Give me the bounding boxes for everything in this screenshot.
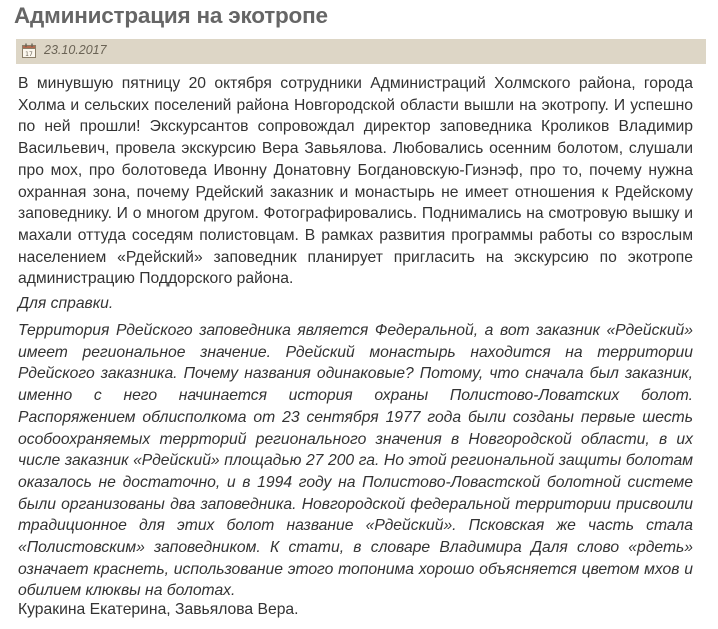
paragraph-reference: Территория Рдейского заповедника является Федеральной, а вот заказник «Рдейский» имеет региональное значение. Рдейский монастырь находится на территории Рдейского заказника. Почему названия одинаковые? Потому, что сначала был заказник, именно с него начинается история охраны Полистово-Ловатских болот. Распоряжением облисполкома от 23 сентября 1977 года были созданы первые шесть особоохраняемых террторий регионального значения в Новгородской области, в их числе заказник «Рдейский» площадью 27 200 га. Но этой региональной защиты болотам оказалось не достаточно, и в 1994 году на Полистово-Ловастской болотной системе были организованы два заповедника. Новгородской федеральной территории присвоили традиционное для этих болот название «Рдейский». Псковская же часть стала «Полистовским» заповедником. К стати, в словаре Владимира Даля слово «рдеть» означает краснеть, использование этого топонима хорошо объясняется цветом мхов и обилием клюквы на болотах. <box>18 322 693 600</box>
article-authors: Куракина Екатерина, Завьялова Вера. <box>18 601 299 618</box>
svg-text:17: 17 <box>25 50 33 58</box>
publish-date: 23.10.2017 <box>44 43 107 57</box>
calendar-icon <box>22 43 36 58</box>
article-title[interactable]: Администрация на экотропе <box>14 3 328 28</box>
reference-label: Для справки. <box>18 295 114 312</box>
date-bar <box>16 39 706 64</box>
paragraph-intro: В минувшую пятницу 20 октября сотрудники Администраций Холмского района, города Холма и сельских поселений района Новгородской области вышли на экотропу. И успешно по ней прошли! Экскурсантов сопровождал директор заповедника Кроликов Владимир Васильевич, провела экскурсию Вера Завьялова. Любовались осенним болотом, слушали про мох, про болотоведа Ивонну Донатовну Богдановскую-Гиэнэф, про то, почему нужна охранная зона, почему Рдейский заказник и монастырь не имеет отношения к Рдейскому заповеднику. И о многом другом. Фотографировались. Поднимались на смотровую вышку и махали оттуда соседям полистовцам. В рамках развития программы работы со взрослым населением «Рдейский» заповедник планирует пригласить на экскурсию по экотропе администрацию Поддорского района. <box>18 75 693 288</box>
